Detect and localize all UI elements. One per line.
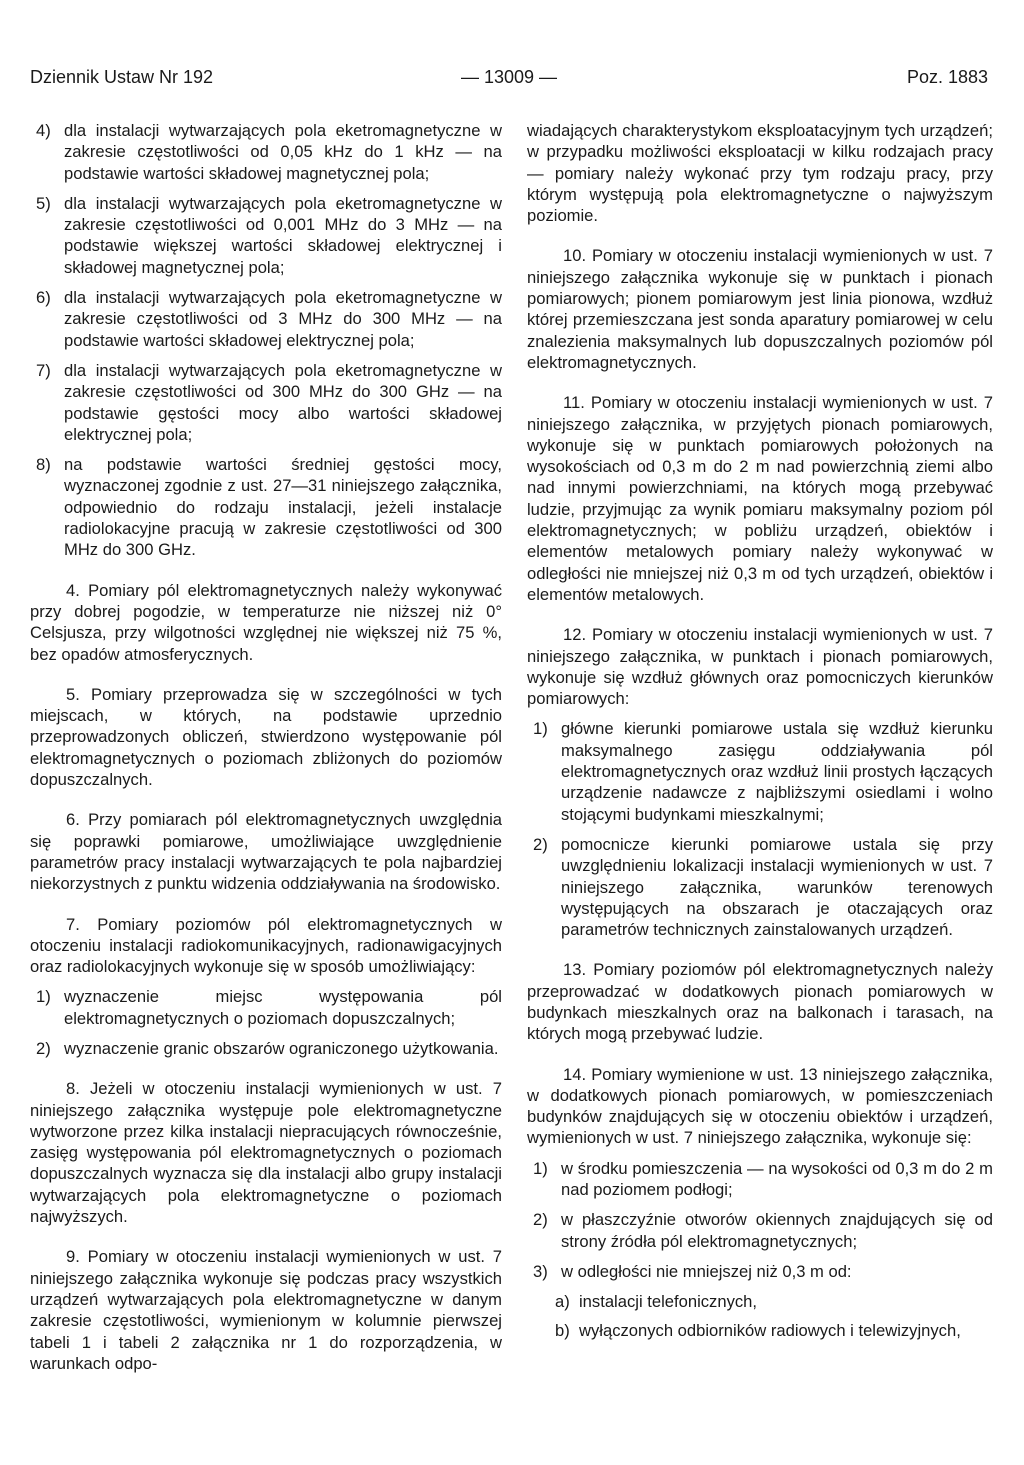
list-item bbox=[527, 1261, 993, 1282]
item-number: 3) bbox=[533, 1261, 548, 1281]
list-item bbox=[30, 986, 502, 1029]
item-text: w płaszczyźnie otworów okiennych znajdujących się od strony źródła pól elektromagnetycznych; bbox=[561, 1210, 993, 1251]
item-text: w odległości nie mniejszej niż 0,3 m od: bbox=[561, 1261, 852, 1281]
paragraph-7: 7. Pomiary poziomów pól elektromagnetycznych w otoczeniu instalacji radiokomunikacyjnych, radionawigacyjnych oraz radiolokacyjnych wykonuje się w sposób umożliwiający: bbox=[30, 914, 502, 977]
sub-item-text: wyłączonych odbiorników radiowych i telewizyjnych, bbox=[579, 1320, 961, 1340]
paragraph-9: 9. Pomiary w otoczeniu instalacji wymienionych w ust. 7 niniejszego załącznika wykonuje się podczas pracy wszystkich urządzeń wytwarzających pola elektromagnetyczne w danym zakresie częstotliwości, wymienionym w kolumnie pierwszej tabeli 1 i tabeli 2 załącznika nr 1 do rozporządzenia, w warunkach odpo- bbox=[30, 1247, 502, 1373]
item-text: wyznaczenie granic obszarów ograniczonego użytkowania. bbox=[64, 1038, 499, 1058]
sub-list-item bbox=[527, 1291, 993, 1312]
list-item bbox=[30, 360, 502, 445]
list-item bbox=[30, 287, 502, 351]
journal-title: Dziennik Ustaw Nr 192 bbox=[30, 67, 214, 87]
list-item bbox=[527, 718, 993, 824]
right-column bbox=[527, 120, 993, 1348]
paragraph-4: 4. Pomiary pól elektromagnetycznych należy wykonywać przy dobrej pogodzie, w temperaturze nie niższej niż 0° Celsjusza, przy wilgotności względnej nie większej niż 75 %, bez opadów atmosferycznych. bbox=[30, 580, 502, 664]
item-number: 2) bbox=[36, 1038, 51, 1058]
paragraph-14: 14. Pomiary wymienione w ust. 13 niniejszego załącznika, w dodatkowych pionach pomiarowych, w pomieszczeniach budynków znajdujących się w otoczeniu obiektów i urządzeń, wymienionych w ust. 7 niniejszego załącznika, wykonuje się: bbox=[527, 1064, 993, 1148]
sub-item-letter: b) bbox=[555, 1320, 570, 1340]
list-item bbox=[30, 193, 502, 278]
list-item bbox=[527, 834, 993, 940]
item-number: 5) bbox=[36, 193, 51, 213]
list-item bbox=[30, 454, 502, 560]
item-text: dla instalacji wytwarzających pola eketromagnetyczne w zakresie częstotliwości od 0,001 MHz do 3 MHz — na podstawie większej wartości składowej elektrycznej i składowej magnetycznej pola; bbox=[64, 193, 502, 277]
item-text: dla instalacji wytwarzających pola eketromagnetyczne w zakresie częstotliwości od 0,05 kHz do 1 kHz — na podstawie wartości składowej magnetycznej pola; bbox=[64, 121, 502, 183]
item-text: dla instalacji wytwarzających pola eketromagnetyczne w zakresie częstotliwości od 300 MHz do 300 GHz — na podstawie gęstości mocy albo wartości składowej elektrycznej pola; bbox=[64, 360, 502, 444]
item-text: wyznaczenie miejsc występowania pól elektromagnetycznych o poziomach dopuszczalnych; bbox=[64, 987, 502, 1028]
page-number: — 13009 — bbox=[460, 67, 558, 87]
item-number: 4) bbox=[36, 121, 51, 140]
list-item bbox=[527, 1158, 993, 1201]
item-text: pomocnicze kierunki pomiarowe ustala się przy uwzględnieniu lokalizacji instalacji wymienionych w ust. 7 niniejszego załącznika, warunków terenowych występujących na obszarach je otaczających oraz parametrów technicznych zainstalowanych urządzeń. bbox=[561, 834, 993, 940]
list-item bbox=[30, 1038, 502, 1059]
item-number: 8) bbox=[36, 455, 51, 475]
position-number: Poz. 1883 bbox=[906, 67, 988, 87]
item-number: 2) bbox=[533, 834, 548, 854]
list-item bbox=[30, 120, 502, 184]
item-text: główne kierunki pomiarowe ustala się wzdłuż kierunku maksymalnego zasięgu oddziaływania pól elektromagnetycznych oraz wzdłuż linii prostych łączących urządzenie nadawcze z najbliższymi osiedlami i wolno stojącymi budynkami mieszkalnymi; bbox=[561, 719, 993, 824]
sub-item-text: instalacji telefonicznych, bbox=[579, 1292, 758, 1312]
sub-item-letter: a) bbox=[555, 1292, 570, 1312]
paragraph-5: 5. Pomiary przeprowadza się w szczególności w tych miejscach, w których, na podstawie uprzednio przeprowadzonych obliczeń, stwierdzono występowanie pól elektromagnetycznych o poziomach zbliżonych do poziomów dopuszczalnych. bbox=[30, 684, 502, 790]
page-header bbox=[30, 62, 988, 92]
sub-list-item bbox=[527, 1320, 993, 1341]
paragraph-6: 6. Przy pomiarach pól elektromagnetycznych uwzględnia się poprawki pomiarowe, umożliwiające uwzględnienie parametrów pracy instalacji wytwarzających te pola najbardziej niekorzystnych z punktu widzenia oddziaływania na środowisko. bbox=[30, 810, 502, 894]
item-number: 1) bbox=[533, 1158, 548, 1178]
paragraph-9-continued: wiadających charakterystykom eksploatacyjnym tych urządzeń; w przypadku możliwości eksploatacji w kilku rodzajach pracy — pomiary należy wykonać przy tym rodzaju pracy, przy którym występują pola elektromagnetyczne o najwyższym poziomie. bbox=[527, 121, 993, 226]
paragraph-12: 12. Pomiary w otoczeniu instalacji wymienionych w ust. 7 niniejszego załącznika, w punktach i pionach pomiarowych, wykonuje się wzdłuż głównych oraz pomocniczych kierunków pomiarowych: bbox=[527, 625, 993, 709]
list-item bbox=[527, 1209, 993, 1252]
item-text: dla instalacji wytwarzających pola eketromagnetyczne w zakresie częstotliwości od 3 MHz do 300 MHz — na podstawie wartości składowej elektrycznej pola; bbox=[64, 288, 502, 350]
item-text: na podstawie wartości średniej gęstości mocy, wyznaczonej zgodnie z ust. 27—31 niniejszego załącznika, odpowiednio do rodzaju instalacji, jeżeli instalacje radiolokacyjne pracują w zakresie częstotliwości od 300 MHz do 300 GHz. bbox=[64, 455, 502, 560]
item-number: 1) bbox=[36, 987, 51, 1007]
item-number: 2) bbox=[533, 1210, 548, 1230]
item-number: 1) bbox=[533, 719, 548, 739]
left-column bbox=[30, 120, 502, 1374]
paragraph-8: 8. Jeżeli w otoczeniu instalacji wymienionych w ust. 7 niniejszego załącznika występuje pole elektromagnetyczne wytworzone przez kilka instalacji niepracujących równocześnie, zasięg występowania pól elektromagnetycznych o poziomach dopuszczalnych wyznacza się dla instalacji albo grupy instalacji wytwarzających pola elektromagnetyczne o poziomach najwyższych. bbox=[30, 1079, 502, 1227]
item-number: 7) bbox=[36, 360, 51, 380]
item-text: w środku pomieszczenia — na wysokości od 0,3 m do 2 m nad poziomem podłogi; bbox=[561, 1158, 993, 1200]
paragraph-10: 10. Pomiary w otoczeniu instalacji wymienionych w ust. 7 niniejszego załącznika wykonuje się w punktach i pionach pomiarowych; pionem pomiarowym jest linia pionowa, wzdłuż której przemieszczana jest sonda aparatury pomiarowej w celu znalezienia maksymalnych lub dopuszczalnych poziomów pól elektromagnetycznych. bbox=[527, 246, 993, 372]
item-number: 6) bbox=[36, 288, 51, 308]
paragraph-13: 13. Pomiary poziomów pól elektromagnetycznych należy przeprowadzać w dodatkowych pionach pomiarowych w budynkach mieszkalnych oraz na balkonach i tarasach, na których mogą przebywać ludzie. bbox=[527, 960, 993, 1044]
paragraph-11: 11. Pomiary w otoczeniu instalacji wymienionych w ust. 7 niniejszego załącznika, w przyjętych pionach pomiarowych, wykonuje się w punktach pomiarowych położonych na wysokościach od 0,3 m do 2 m nad powierzchnią ziemi albo nad innymi powierzchniami, na których mogą przebywać ludzie, przyjmując za wynik pomiaru maksymalny poziom pól elektromagnetycznych; w pobliżu urządzeń, obiektów i elementów metalowych pomiary należy wykonywać w odległości nie mniejszej niż 0,3 m od tych urządzeń, obiektów i elementów metalowych. bbox=[527, 393, 993, 604]
